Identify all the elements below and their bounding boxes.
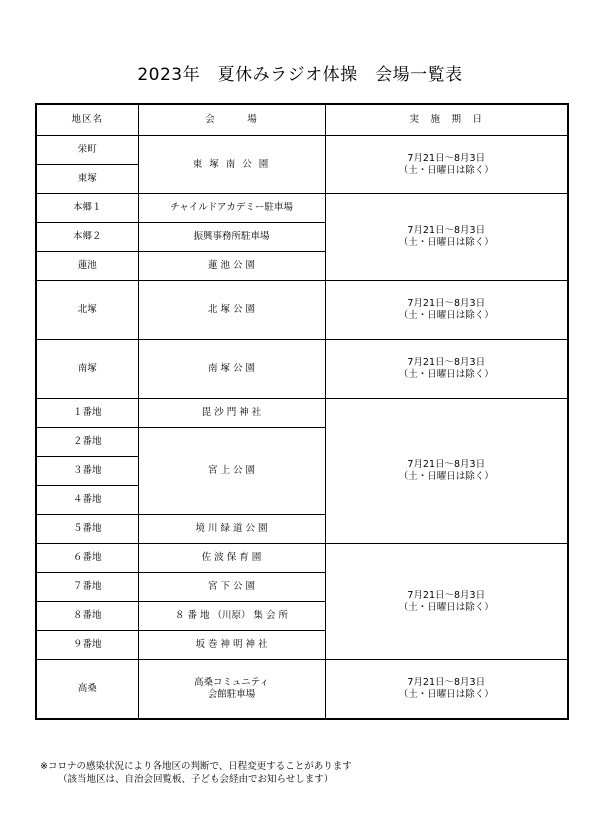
table-row [36, 544, 568, 573]
table-row [36, 281, 568, 340]
venue-cell: 佐 波 保 育 園 [138, 544, 325, 573]
venue-cell: チャイルドアカデミー駐車場 [138, 194, 325, 223]
area-cell: 本郷２ [36, 223, 138, 252]
header-venue: 会 場 [138, 104, 325, 136]
date-line2: （土・日曜日は除く） [398, 369, 494, 380]
venue-cell: ８ 番 地 （川原） 集 会 所 [138, 602, 325, 631]
date-line2: （土・日曜日は除く） [398, 471, 494, 482]
venue-line2: 会館駐車場 [207, 688, 256, 700]
table-row [36, 340, 568, 399]
date-line1: 7月21日～8月3日 [407, 676, 486, 688]
date-cell [325, 399, 568, 544]
venue-cell: 宮 下 公 園 [138, 573, 325, 602]
area-cell: ３番地 [36, 457, 138, 486]
venue-cell: 北 塚 公 園 [138, 281, 325, 340]
table-row [36, 660, 568, 719]
date-line2: （土・日曜日は除く） [398, 237, 494, 248]
area-cell: 栄町 [36, 136, 138, 165]
date-line1: 7月21日～8月3日 [407, 589, 486, 601]
area-cell: ２番地 [36, 428, 138, 457]
area-cell: 蓮池 [36, 252, 138, 281]
venue-cell: 坂 巻 神 明 神 社 [138, 631, 325, 660]
table-row [36, 399, 568, 428]
venue-line1: 高桑コミュニティ [193, 676, 270, 688]
area-cell: 東塚 [36, 165, 138, 194]
date-cell [325, 281, 568, 340]
date-line2: （土・日曜日は除く） [398, 310, 494, 321]
date-cell [325, 660, 568, 719]
venue-cell: 振興事務所駐車場 [138, 223, 325, 252]
date-line1: 7月21日～8月3日 [407, 152, 486, 164]
table-row [36, 194, 568, 223]
date-line1: 7月21日～8月3日 [407, 357, 486, 368]
venue-cell: 毘 沙 門 神 社 [138, 399, 325, 428]
date-cell [325, 340, 568, 399]
area-cell: ６番地 [36, 544, 138, 573]
venue-cell [138, 660, 325, 719]
area-cell: １番地 [36, 399, 138, 428]
date-cell [325, 544, 568, 660]
date-line2: （土・日曜日は除く） [398, 601, 494, 613]
date-cell [325, 136, 568, 194]
venue-cell: 東 塚 南 公 園 [138, 136, 325, 194]
venue-cell: 境 川 緑 道 公 園 [138, 515, 325, 544]
area-cell: 高桑 [36, 660, 138, 719]
footnote-1: ※コロナの感染状況により各地区の判断で、日程変更することがあります [40, 761, 352, 772]
area-cell: ５番地 [36, 515, 138, 544]
footnotes [40, 760, 580, 786]
date-line1: 7月21日～8月3日 [407, 225, 486, 236]
venue-cell: 宮 上 公 園 [138, 428, 325, 515]
area-cell: ８番地 [36, 602, 138, 631]
venue-table [35, 103, 569, 720]
date-line2: （土・日曜日は除く） [398, 688, 494, 700]
table-row [36, 136, 568, 165]
header-area: 地区名 [36, 104, 138, 136]
venue-cell: 蓮 池 公 園 [138, 252, 325, 281]
area-cell: ７番地 [36, 573, 138, 602]
area-cell: 北塚 [36, 281, 138, 340]
date-line2: （土・日曜日は除く） [398, 164, 494, 176]
date-line1: 7月21日～8月3日 [407, 298, 486, 309]
venue-cell: 南 塚 公 園 [138, 340, 325, 399]
date-line1: 7月21日～8月3日 [407, 459, 486, 470]
area-cell: ４番地 [36, 486, 138, 515]
footnote-2: （該当地区は、自治会回覧板、子ども会経由でお知らせします） [58, 774, 334, 785]
area-cell: ９番地 [36, 631, 138, 660]
date-cell [325, 194, 568, 281]
area-cell: 本郷１ [36, 194, 138, 223]
table-header-row [36, 104, 568, 136]
page-title: 2023年 夏休みラジオ体操 会場一覧表 [137, 65, 463, 85]
area-cell: 南塚 [36, 340, 138, 399]
header-date: 実 施 期 日 [325, 104, 568, 136]
